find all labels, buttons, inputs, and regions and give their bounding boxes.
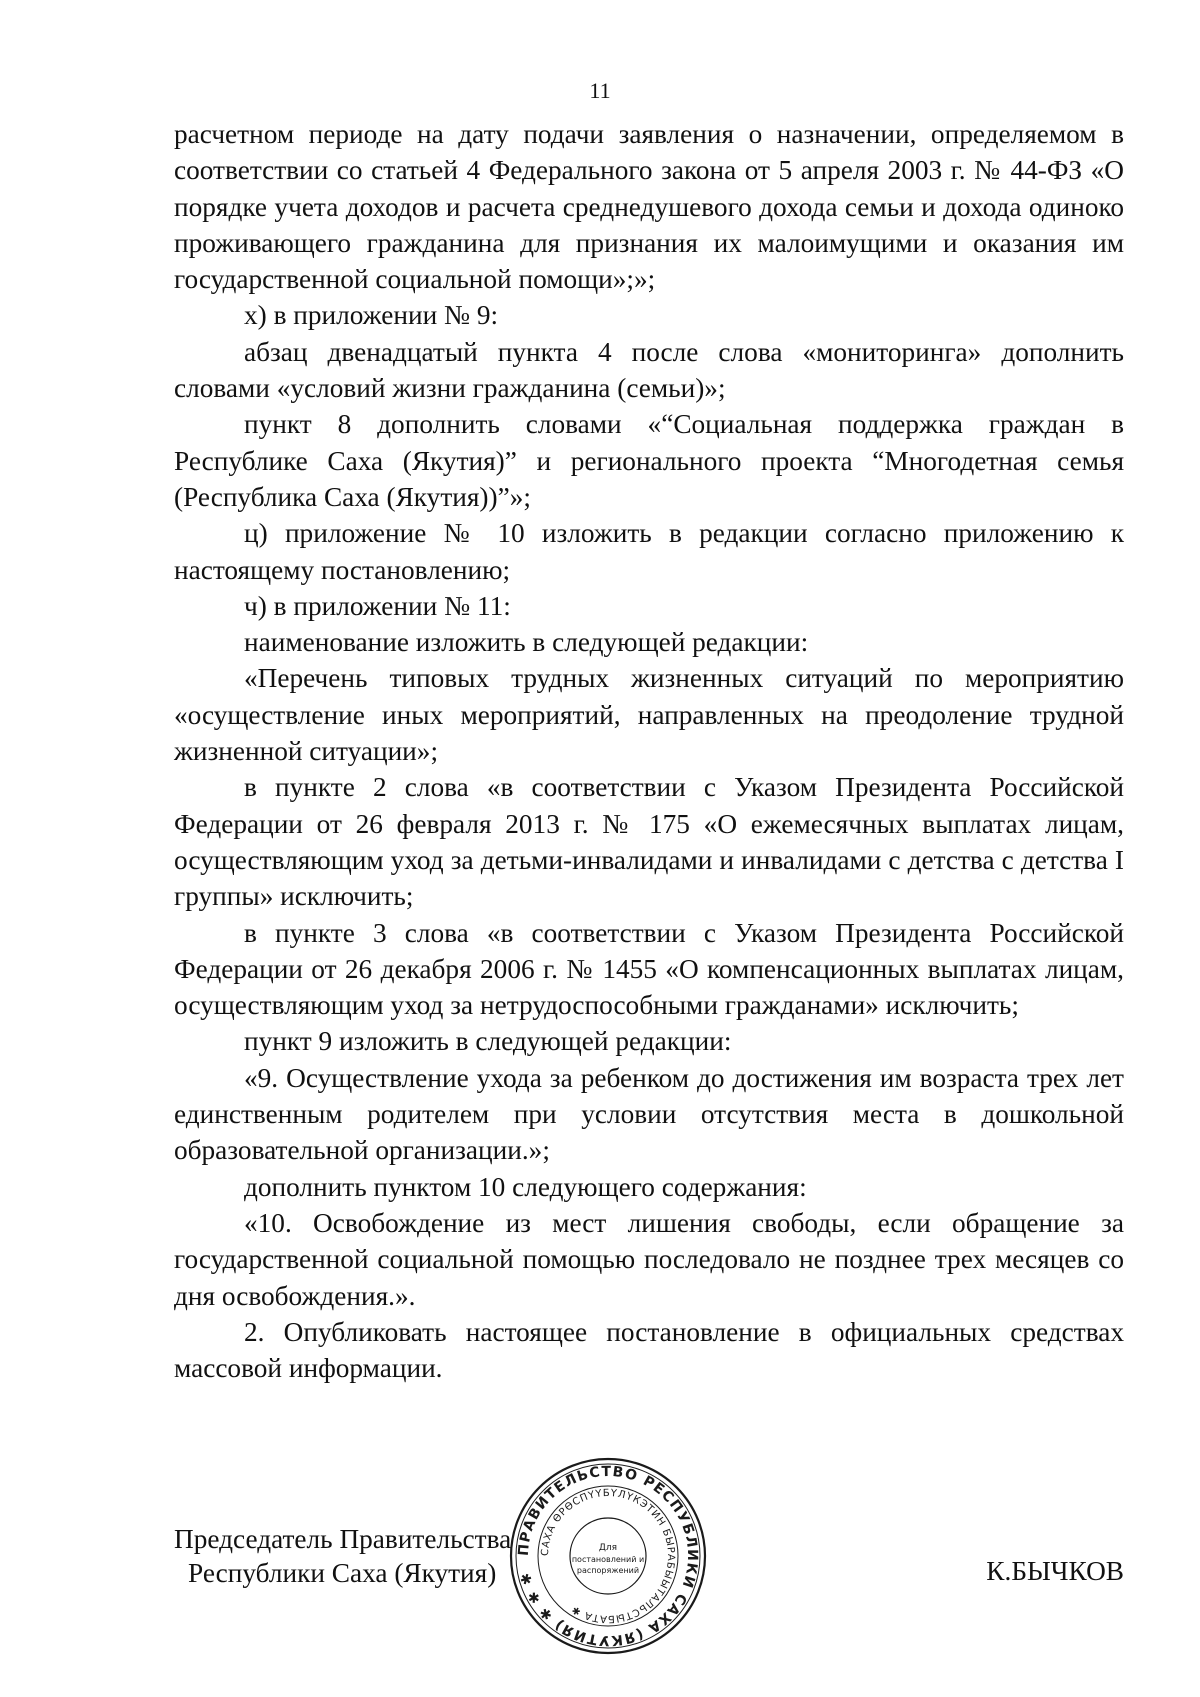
document-body [174,116,1124,1386]
paragraph: в пункте 2 слова «в соответствии с Указом Президента Российской Федерации от 26 февраля 2013 г. № 175 «О ежемесячных выплатах лицам, осуществляющим уход за детьми-инвалидами и инвалидами с детства с детства I группы» исключить; [174,772,1124,912]
signatory-title-line1: Председатель Правительства [174,1524,512,1554]
paragraph: в пункте 3 слова «в соответствии с Указом Президента Российской Федерации от 26 декабря 2006 г. № 1455 «О компенсационных выплатах лицам, осуществляющим уход за нетрудоспособными гражданами» исключить; [174,917,1124,1021]
paragraph: х) в приложении № 9: [244,300,499,331]
paragraph: расчетном периоде на дату подачи заявления о назначении, определяемом в соответствии со статьей 4 Федерального закона от 5 апреля 2003 г. № 44-ФЗ «О порядке учета доходов и расчета среднедушевого дохода семьи и дохода одиноко проживающего гражданина для признания их малоимущими и оказания им государственной социальной помощи»;»; [174,119,1124,295]
paragraph: «Перечень типовых трудных жизненных ситуаций по мероприятию «осуществление иных мероприятий, направленных на преодоление трудной жизненной ситуации»; [174,663,1124,767]
svg-text:ПРАВИТЕЛЬСТВО РЕСПУБЛИКИ САХА: ПРАВИТЕЛЬСТВО РЕСПУБЛИКИ САХА (ЯКУТИЯ) ✱ ✱ ✱ [515,1463,701,1649]
svg-text:постановлений и: постановлений и [571,1555,645,1564]
signatory-title-line2: Республики Саха (Якутия) [188,1558,497,1588]
paragraph: дополнить пунктом 10 следующего содержания: [244,1171,807,1202]
paragraph: пункт 8 дополнить словами «“Социальная поддержка граждан в Республике Саха (Якутия)” и регионального проекта “Многодетная семья (Республика Саха (Якутия))”»; [174,409,1124,512]
paragraph: абзац двенадцатый пункта 4 после слова «мониторинга» дополнить словами «условий жизни гражданина (семьи)»; [174,336,1124,404]
paragraph: 2. Опубликовать настоящее постановление в официальных средствах массовой информации. [174,1316,1124,1384]
svg-text:САХА ӨРӨСПҮҮБҮЛҮКЭТИН БЫРАБЫЫТ: САХА ӨРӨСПҮҮБҮЛҮКЭТИН БЫРАБЫЫТАЛЬСТЫБАТА ✱ [539,1487,677,1625]
paragraph: ц) приложение № 10 изложить в редакции согласно приложению к настоящему постановлению; [174,518,1124,585]
paragraph: пункт 9 изложить в следующей редакции: [244,1026,732,1057]
paragraph: наименование изложить в следующей редакции: [244,627,809,658]
svg-text:распоряжений: распоряжений [576,1566,640,1575]
svg-text:Для: Для [598,1543,618,1553]
official-seal [508,1456,708,1656]
signatory-title [174,1522,511,1590]
signatory-name: К.БЫЧКОВ [986,1556,1124,1586]
paragraph: «10. Освобождение из мест лишения свободы, если обращение за государственной социальной помощью последовало не позднее трех месяцев со дня освобождения.». [174,1207,1124,1311]
paragraph: ч) в приложении № 11: [244,590,511,621]
page-number: 11 [589,78,611,103]
paragraph: «9. Осуществление ухода за ребенком до достижения им возраста трех лет единственным родителем при условии отсутствия места в дошкольной образовательной организации.»; [174,1062,1124,1166]
